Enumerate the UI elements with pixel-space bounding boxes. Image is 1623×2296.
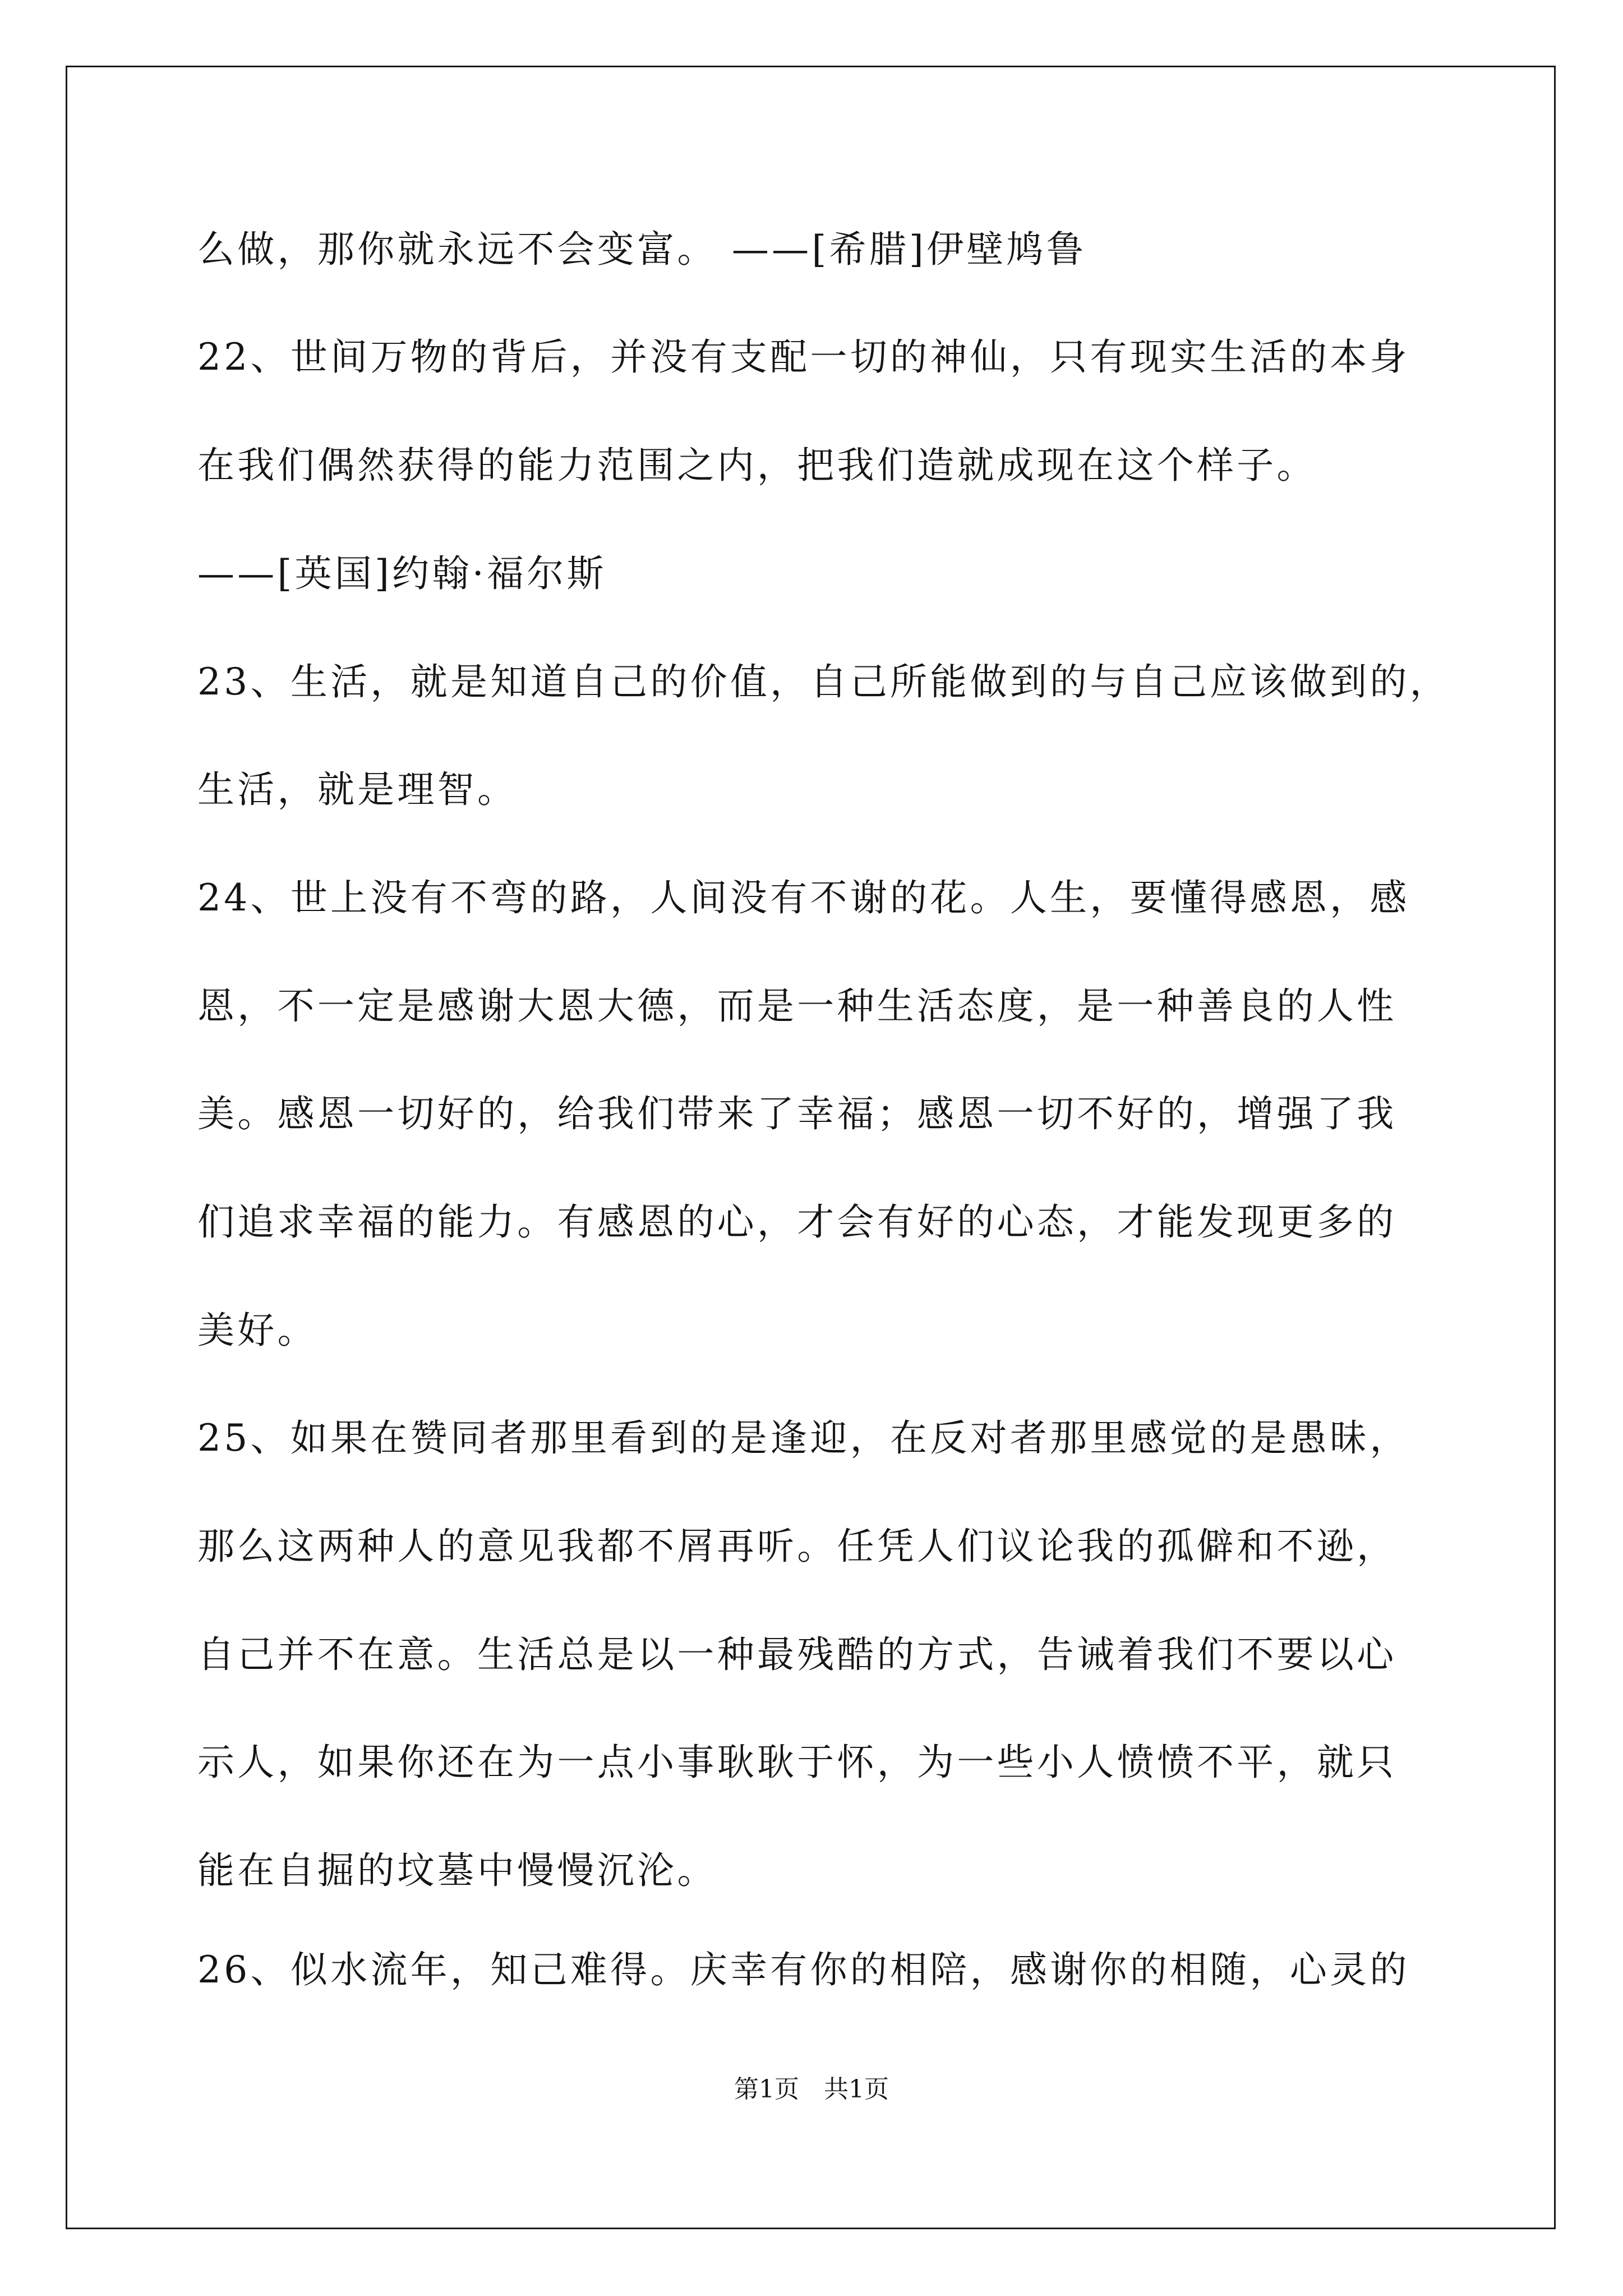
page-border — [66, 66, 1556, 2229]
text-line: 23、生活，就是知道自己的价值，自己所能做到的与自己应该做到的， — [197, 660, 1450, 703]
text-line: 在我们偶然获得的能力范围之内，把我们造就成现在这个样子。 — [197, 444, 1317, 487]
text-line: 美。感恩一切好的，给我们带来了幸福；感恩一切不好的，增强了我 — [197, 1092, 1397, 1135]
text-line: 能在自掘的坟墓中慢慢沉沦。 — [197, 1849, 717, 1892]
text-line: 生活，就是理智。 — [197, 768, 518, 811]
text-line: 么做，那你就永远不会变富。 ——[希腊]伊壁鸠鲁 — [197, 228, 1087, 271]
text-line: 们追求幸福的能力。有感恩的心，才会有好的心态，才能发现更多的 — [197, 1200, 1397, 1244]
text-line: 22、世间万物的背后，并没有支配一切的神仙，只有现实生活的本身 — [197, 335, 1410, 379]
text-line: 25、如果在赞同者那里看到的是逢迎，在反对者那里感觉的是愚昧， — [197, 1416, 1410, 1460]
text-line: ——[英国]约翰·福尔斯 — [197, 552, 607, 595]
text-line: 自己并不在意。生活总是以一种最残酷的方式，告诫着我们不要以心 — [197, 1633, 1397, 1676]
text-line: 26、似水流年，知己难得。庆幸有你的相陪，感谢你的相随，心灵的 — [197, 1948, 1410, 1991]
text-line: 恩，不一定是感谢大恩大德，而是一种生活态度，是一种善良的人性 — [197, 984, 1397, 1028]
text-line: 24、世上没有不弯的路，人间没有不谢的花。人生，要懂得感恩，感 — [197, 876, 1410, 919]
text-line: 示人，如果你还在为一点小事耿耿于怀，为一些小人愤愤不平，就只 — [197, 1741, 1397, 1784]
page-footer: 第1页 共1页 — [734, 2075, 889, 2104]
text-line: 美好。 — [197, 1309, 317, 1352]
text-line: 那么这两种人的意见我都不屑再听。任凭人们议论我的孤僻和不逊， — [197, 1525, 1397, 1568]
